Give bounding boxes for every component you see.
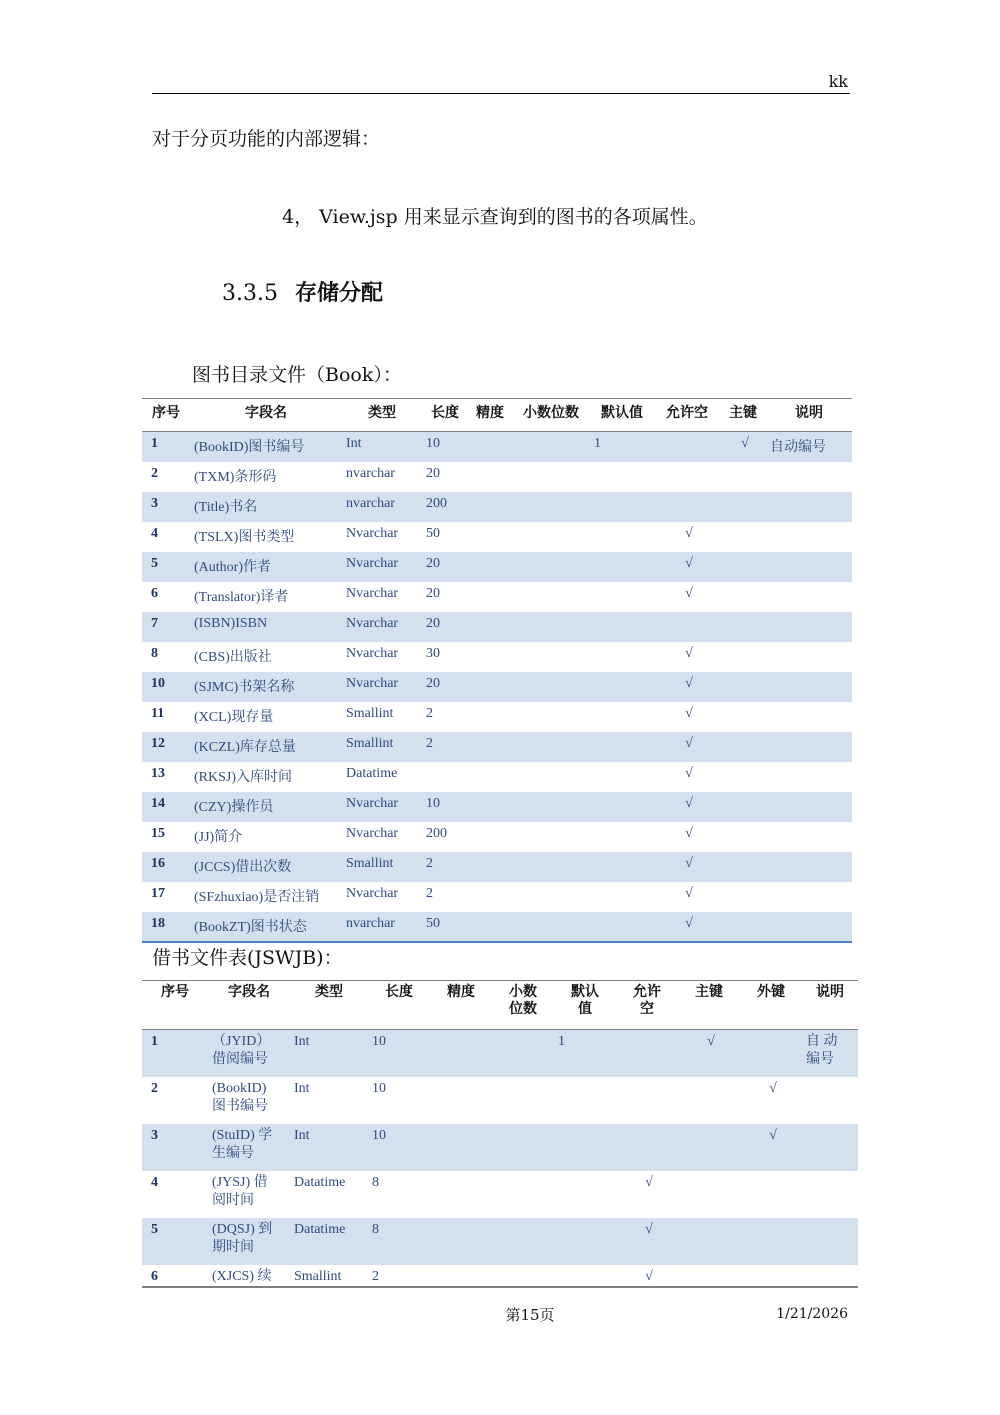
table-cell (512, 432, 590, 462)
table-cell (512, 732, 590, 762)
table-row (142, 432, 852, 462)
table-cell (720, 522, 766, 552)
table-cell: (JYSJ) 借 阅时间 (212, 1174, 268, 1208)
column-header: 精度 (430, 981, 492, 1030)
table-cell (740, 1218, 802, 1265)
table-cell: √ (685, 645, 693, 661)
table-cell: (Author)作者 (190, 552, 342, 582)
table-row (142, 1077, 858, 1124)
table-cell (554, 1218, 616, 1265)
table-cell (720, 492, 766, 522)
table-cell (590, 702, 654, 732)
book-table (142, 398, 852, 943)
table-row (142, 612, 852, 642)
table-cell (766, 882, 852, 912)
table-cell (430, 1077, 492, 1124)
table-cell: Int (294, 1080, 310, 1096)
table-cell (468, 462, 512, 492)
table-cell (468, 912, 512, 942)
table-cell (512, 642, 590, 672)
table-cell: (Title)书名 (190, 492, 342, 522)
table-cell: √ (654, 912, 720, 942)
table-cell: √ (740, 1124, 802, 1171)
table-cell (654, 462, 720, 492)
table-cell (590, 492, 654, 522)
table-cell (468, 702, 512, 732)
row-index: 4 (151, 525, 158, 541)
table-row (142, 792, 852, 822)
table-cell (430, 1218, 492, 1265)
column-header: 默认 值 (554, 981, 616, 1030)
table-cell (616, 1030, 678, 1077)
table-cell (740, 1030, 802, 1077)
table-cell (430, 1030, 492, 1077)
row-index: 16 (142, 852, 190, 882)
row-index: 6 (151, 585, 158, 601)
paragraph-view-jsp: 4， View.jsp 用来显示查询到的图书的各项属性。 (282, 206, 708, 228)
table-cell: 200 (422, 492, 468, 522)
table-row (142, 1124, 858, 1171)
column-header: 主键 (678, 981, 740, 1030)
table-cell: Int (342, 432, 422, 462)
table-cell: Datatime (294, 1174, 346, 1190)
table-row (142, 582, 852, 612)
table-cell: 20 (426, 465, 440, 481)
row-index: 5 (142, 1218, 208, 1265)
table-cell (468, 882, 512, 912)
table-cell (590, 792, 654, 822)
table-cell: 50 (422, 912, 468, 942)
table-cell: (TXM)条形码 (194, 469, 277, 485)
table-cell (512, 882, 590, 912)
table-cell (720, 732, 766, 762)
table-cell: (BookID) 图书编号 (212, 1080, 268, 1114)
table-row (142, 462, 852, 492)
table-cell (802, 1265, 858, 1287)
table-cell: Smallint (346, 705, 394, 721)
row-index: 8 (151, 645, 158, 661)
table-cell (468, 762, 512, 792)
table-cell (802, 1124, 858, 1171)
row-index: 6 (151, 1268, 158, 1284)
table-cell (492, 1077, 554, 1124)
column-header: 说明 (766, 399, 852, 432)
table-cell (590, 552, 654, 582)
table-cell (590, 882, 654, 912)
row-index: 17 (151, 885, 165, 901)
table-cell (512, 702, 590, 732)
column-header: 允许 空 (616, 981, 678, 1030)
table-cell (590, 822, 654, 852)
table-row (142, 1218, 858, 1265)
table-cell (654, 612, 720, 642)
table-cell: (SFzhuxiao)是否注销 (194, 889, 320, 905)
table-cell (512, 792, 590, 822)
table-row (142, 822, 852, 852)
table-cell: (StuID) 学 生编号 (208, 1124, 290, 1171)
table-cell: (DQSJ) 到 期时间 (208, 1218, 290, 1265)
table-cell (512, 552, 590, 582)
table-cell: (JJ)简介 (194, 829, 243, 845)
table-cell (512, 522, 590, 552)
table-cell (512, 822, 590, 852)
table-cell: Datatime (290, 1218, 368, 1265)
table-cell: 自 动 编号 (802, 1030, 858, 1077)
column-header: 类型 (342, 399, 422, 432)
table-row (142, 672, 852, 702)
table-row (142, 1171, 858, 1218)
table-cell: √ (685, 705, 693, 721)
table-row (142, 552, 852, 582)
table-cell (590, 852, 654, 882)
row-index: 13 (151, 765, 165, 781)
table-cell: 10 (368, 1124, 430, 1171)
table-cell (468, 822, 512, 852)
column-header: 字段名 (208, 981, 290, 1030)
table-cell (802, 1218, 858, 1265)
table-cell (616, 1124, 678, 1171)
table-cell (512, 762, 590, 792)
table-cell (766, 792, 852, 822)
table-cell: (BookID)图书编号 (190, 432, 342, 462)
column-header: 序号 (142, 399, 190, 432)
table-cell (802, 1077, 858, 1124)
table-cell: √ (685, 525, 693, 541)
table-cell: (CZY)操作员 (190, 792, 342, 822)
table-cell: Smallint (342, 852, 422, 882)
column-header: 长度 (368, 981, 430, 1030)
table-cell: 自动编号 (766, 432, 852, 462)
table-cell: nvarchar (342, 912, 422, 942)
table-cell: 8 (372, 1174, 379, 1190)
table-cell: (KCZL)库存总量 (190, 732, 342, 762)
table-cell (468, 792, 512, 822)
table-cell: √ (720, 432, 766, 462)
row-index: 15 (151, 825, 165, 841)
table-cell (554, 1265, 616, 1287)
table-cell (512, 582, 590, 612)
table-cell (590, 462, 654, 492)
table-cell: 2 (422, 852, 468, 882)
table-cell: 8 (368, 1218, 430, 1265)
table-cell: Nvarchar (342, 552, 422, 582)
table-cell (468, 612, 512, 642)
table-cell (766, 672, 852, 702)
table-cell (512, 852, 590, 882)
row-index: 2 (151, 465, 158, 481)
table-cell (766, 582, 852, 612)
table-cell (492, 1030, 554, 1077)
page-number: 第15页 (505, 1306, 555, 1324)
table-cell (720, 672, 766, 702)
table-cell: Nvarchar (342, 612, 422, 642)
section-heading (222, 276, 383, 307)
table-cell (678, 1077, 740, 1124)
table-cell: √ (685, 825, 693, 841)
row-index: 3 (142, 492, 190, 522)
table-row (142, 1030, 858, 1077)
column-header: 默认值 (590, 399, 654, 432)
table-cell (590, 732, 654, 762)
table-cell (422, 762, 468, 792)
row-index: 10 (142, 672, 190, 702)
table-cell (468, 552, 512, 582)
table-cell: 2 (422, 732, 468, 762)
table-cell (654, 432, 720, 462)
section-title: 存储分配 (294, 281, 383, 306)
table-cell (766, 912, 852, 942)
table-cell: nvarchar (346, 465, 395, 481)
table-cell (720, 912, 766, 942)
table-cell (468, 492, 512, 522)
book-table-caption: 图书目录文件（Book）： (192, 364, 402, 386)
table-cell (720, 822, 766, 852)
table-cell: 200 (426, 825, 447, 841)
table-cell: √ (685, 585, 693, 601)
table-cell: 20 (426, 585, 440, 601)
column-header: 小数 位数 (492, 981, 554, 1030)
table-cell (766, 462, 852, 492)
table-cell: Nvarchar (346, 645, 399, 661)
table-cell (678, 1265, 740, 1287)
table-cell (468, 852, 512, 882)
table-cell (512, 912, 590, 942)
table-cell (468, 432, 512, 462)
jswjb-table (142, 980, 858, 1288)
table-cell: 10 (372, 1080, 386, 1096)
footer-date: 1/21/2026 (776, 1306, 848, 1322)
table-row (142, 912, 852, 942)
table-cell (766, 732, 852, 762)
table-cell (720, 792, 766, 822)
column-header: 小数位数 (512, 399, 590, 432)
table-cell: Smallint (294, 1268, 342, 1284)
column-header: 允许空 (654, 399, 720, 432)
table-cell (590, 582, 654, 612)
table-cell: 1 (554, 1030, 616, 1077)
table-row (142, 702, 852, 732)
table-cell (512, 492, 590, 522)
table-row (142, 522, 852, 552)
table-cell (766, 492, 852, 522)
table-cell (766, 822, 852, 852)
row-index: 1 (142, 432, 190, 462)
table-cell: Int (290, 1124, 368, 1171)
table-cell: (Translator)译者 (194, 589, 289, 605)
table-cell (492, 1265, 554, 1287)
table-cell: √ (769, 1080, 777, 1096)
table-cell: (CBS)出版社 (194, 649, 272, 665)
table-cell: √ (654, 852, 720, 882)
table-cell: Smallint (342, 732, 422, 762)
row-index: 12 (142, 732, 190, 762)
table-cell (430, 1171, 492, 1218)
column-header: 主键 (720, 399, 766, 432)
table-cell (766, 852, 852, 882)
table-cell (590, 522, 654, 552)
table-cell (590, 612, 654, 642)
column-header: 长度 (422, 399, 468, 432)
table-cell: 2 (372, 1268, 379, 1284)
table-cell: 20 (422, 612, 468, 642)
table-cell (720, 642, 766, 672)
table-cell: Nvarchar (342, 672, 422, 702)
table-cell (766, 702, 852, 732)
table-cell (468, 582, 512, 612)
table-cell (740, 1171, 802, 1218)
table-row (142, 492, 852, 522)
header-rule (152, 93, 850, 94)
table-cell: √ (645, 1174, 653, 1190)
row-index: 11 (151, 705, 165, 721)
table-cell (720, 552, 766, 582)
row-index: 4 (151, 1174, 158, 1190)
table-cell (468, 732, 512, 762)
table-cell (766, 522, 852, 552)
table-cell: √ (654, 552, 720, 582)
section-number: 3.3.5 (222, 281, 278, 306)
table-cell (720, 612, 766, 642)
table-cell: √ (645, 1268, 653, 1284)
table-row (142, 1265, 858, 1287)
jswjb-table-caption: 借书文件表(JSWJB)： (152, 947, 343, 969)
table-cell: √ (616, 1218, 678, 1265)
table-cell (492, 1171, 554, 1218)
table-cell (430, 1124, 492, 1171)
table-cell: 30 (426, 645, 440, 661)
table-cell (766, 552, 852, 582)
table-cell: （JYID） 借阅编号 (208, 1030, 290, 1077)
table-cell: Nvarchar (346, 585, 399, 601)
row-index: 18 (142, 912, 190, 942)
table-cell (720, 852, 766, 882)
table-cell: 10 (422, 792, 468, 822)
table-cell (678, 1124, 740, 1171)
table-cell (590, 672, 654, 702)
table-cell: (BookZT)图书状态 (190, 912, 342, 942)
table-cell (616, 1077, 678, 1124)
table-cell: 20 (422, 552, 468, 582)
table-cell (590, 912, 654, 942)
table-cell (678, 1218, 740, 1265)
table-cell: (RKSJ)入库时间 (194, 769, 293, 785)
table-cell: Datatime (346, 765, 398, 781)
table-cell (468, 672, 512, 702)
table-cell: Nvarchar (346, 885, 399, 901)
table-row (142, 882, 852, 912)
table-cell (512, 672, 590, 702)
table-cell (492, 1218, 554, 1265)
table-row (142, 852, 852, 882)
table-cell (802, 1171, 858, 1218)
table-cell: 10 (368, 1030, 430, 1077)
table-cell (720, 762, 766, 792)
table-cell (590, 642, 654, 672)
table-cell: (JCCS)借出次数 (190, 852, 342, 882)
column-header: 说明 (802, 981, 858, 1030)
table-cell (766, 612, 852, 642)
table-cell: Nvarchar (346, 825, 399, 841)
table-cell (766, 642, 852, 672)
table-cell: √ (654, 792, 720, 822)
table-cell (468, 522, 512, 552)
table-cell (678, 1171, 740, 1218)
table-cell (492, 1124, 554, 1171)
table-cell: 2 (426, 885, 433, 901)
table-cell (512, 462, 590, 492)
row-index: 7 (142, 612, 190, 642)
table-cell (740, 1265, 802, 1287)
table-cell (468, 642, 512, 672)
table-cell: √ (685, 885, 693, 901)
table-cell (554, 1124, 616, 1171)
table-cell: √ (654, 732, 720, 762)
row-index: 2 (151, 1080, 158, 1096)
column-header: 外键 (740, 981, 802, 1030)
table-cell (654, 492, 720, 522)
table-cell: Nvarchar (342, 792, 422, 822)
column-header: 精度 (468, 399, 512, 432)
table-cell: (XCL)现存量 (194, 709, 274, 725)
table-cell: √ (678, 1030, 740, 1077)
column-header: 类型 (290, 981, 368, 1030)
table-cell (430, 1265, 492, 1287)
column-header: 序号 (142, 981, 208, 1030)
table-cell: Nvarchar (346, 525, 399, 541)
table-cell: Int (290, 1030, 368, 1077)
table-cell (766, 762, 852, 792)
paragraph-pagination-logic: 对于分页功能的内部逻辑： (152, 128, 381, 150)
row-index: 5 (142, 552, 190, 582)
table-cell: 2 (426, 705, 433, 721)
row-index: 1 (142, 1030, 208, 1077)
table-cell: (ISBN)ISBN (190, 612, 342, 642)
table-cell: nvarchar (342, 492, 422, 522)
table-cell: √ (654, 672, 720, 702)
table-cell (720, 702, 766, 732)
table-row (142, 762, 852, 792)
table-cell: 10 (422, 432, 468, 462)
column-header: 字段名 (190, 399, 342, 432)
table-cell: 20 (422, 672, 468, 702)
table-cell (720, 882, 766, 912)
table-cell: 1 (590, 432, 654, 462)
row-index: 3 (142, 1124, 208, 1171)
table-cell: (SJMC)书架名称 (190, 672, 342, 702)
table-cell (590, 762, 654, 792)
table-cell (720, 582, 766, 612)
table-cell (554, 1171, 616, 1218)
table-cell (554, 1077, 616, 1124)
table-cell (512, 612, 590, 642)
table-cell: (TSLX)图书类型 (194, 529, 295, 545)
table-row (142, 642, 852, 672)
table-cell: (XJCS) 续 (212, 1268, 272, 1284)
table-row (142, 732, 852, 762)
header-text: kk (828, 72, 848, 91)
table-cell (720, 462, 766, 492)
table-cell: √ (685, 765, 693, 781)
row-index: 14 (142, 792, 190, 822)
table-cell: 50 (426, 525, 440, 541)
